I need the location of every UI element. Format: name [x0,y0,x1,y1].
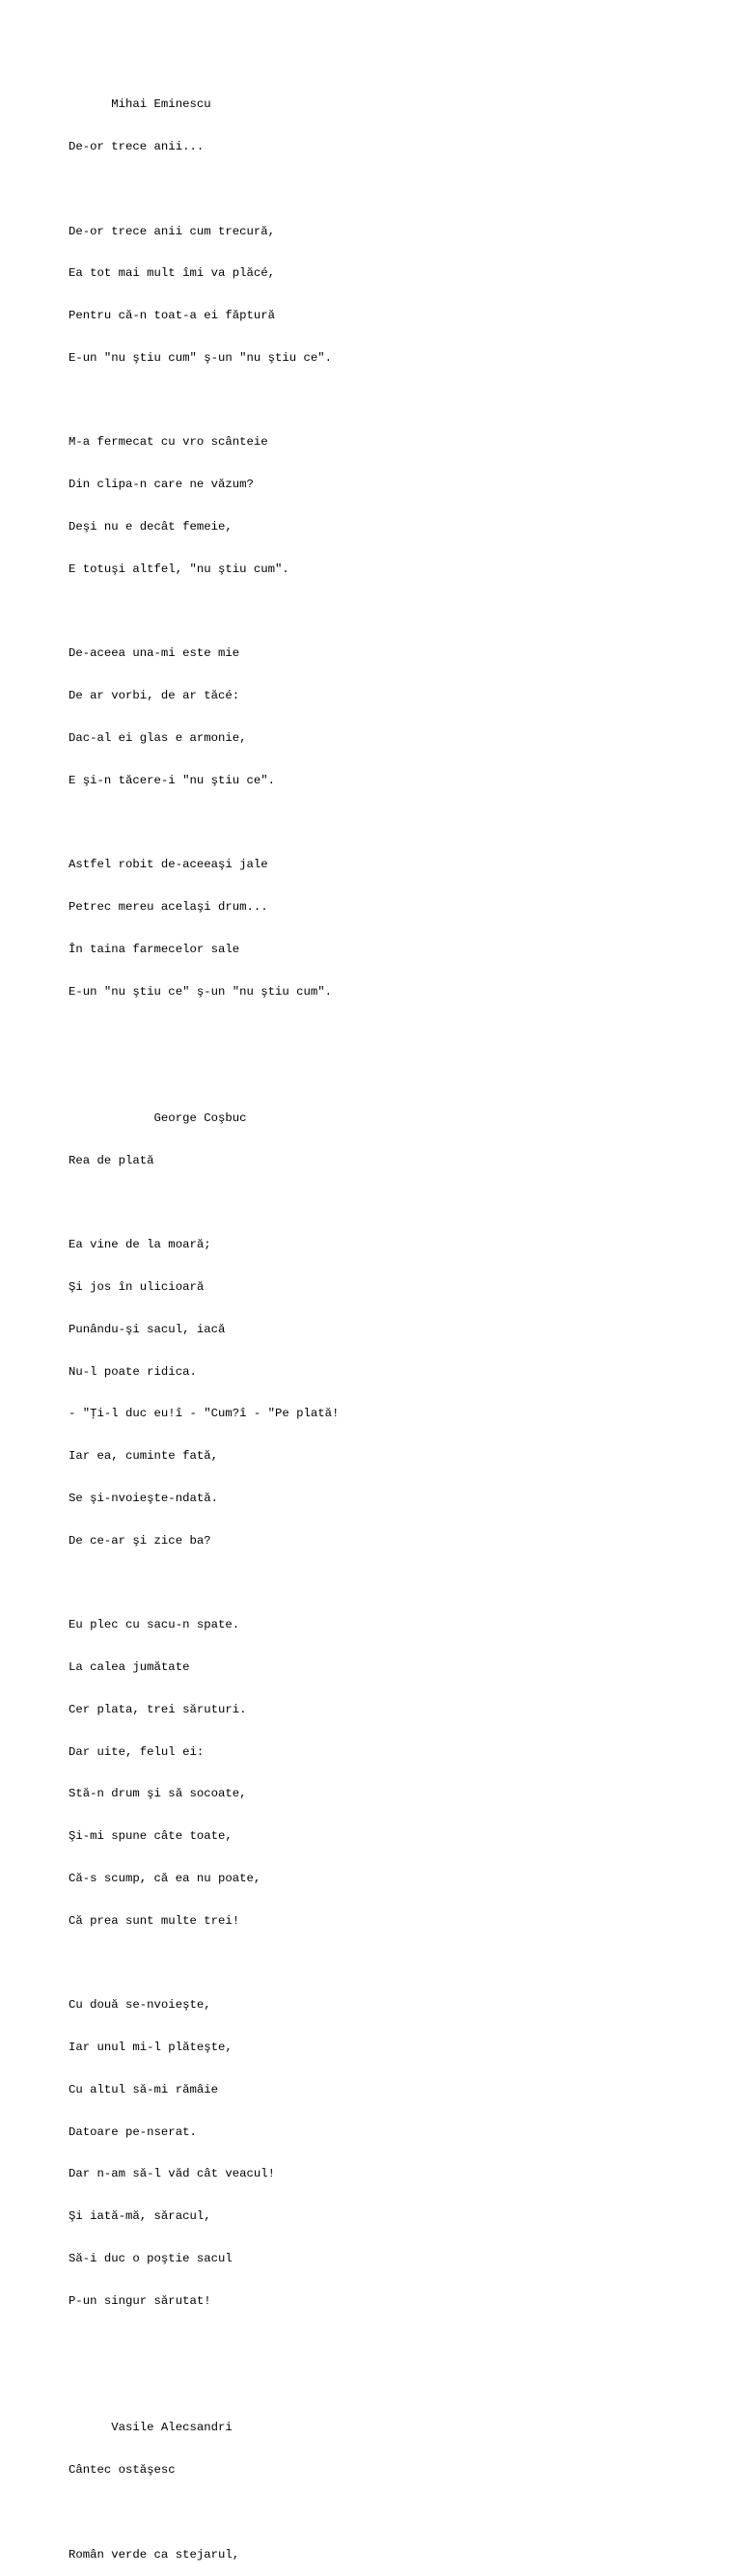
text-line: Dac-al ei glas e armonie, [69,730,247,745]
text-line: Se şi-nvoieşte-ndată. [69,1491,218,1505]
text-line: Ea tot mai mult îmi va plăcé, [69,266,276,281]
text-line: Dar uite, felul ei: [69,1744,205,1759]
text-line: Pentru că-n toat-a ei făptură [69,309,276,323]
text-line: Cântec ostăşesc [69,2462,176,2477]
text-line: P-un singur sărutat! [69,2293,211,2308]
document-page [69,69,734,2576]
text-line: - "Ţi-l duc eu!î - "Cum?î - "Pe plată! [69,1407,340,1421]
text-line: Iar unul mi-l plăteşte, [69,2041,233,2055]
text-line [69,1196,734,1211]
text-line: La calea jumătate [69,1660,190,1675]
text-line: Datoare pe-nserat. [69,2124,197,2139]
text-line: De ar vorbi, de ar tăcé: [69,689,240,703]
text-line: Deşi nu e decât femeie, [69,520,233,534]
text-line: De-or trece anii cum trecură, [69,224,276,238]
text-line: Şi-mi spune câte toate, [69,1829,233,1844]
text-line [69,394,734,408]
text-line: În taina farmecelor sale [69,942,240,956]
text-line: Să-i duc o poştie sacul [69,2252,233,2266]
text-line: Astfel robit de-aceeaşi jale [69,858,268,872]
text-line: Cer plata, trei săruturi. [69,1702,247,1716]
text-line: Că prea sunt multe trei! [69,1913,240,1928]
text-line [69,2337,734,2351]
text-line: Punându-şi sacul, iacă [69,1322,226,1336]
text-line [69,605,734,619]
text-line: M-a fermecat cu vro scânteie [69,435,268,450]
text-line [69,1027,734,1041]
text-line: Român verde ca stejarul, [69,2547,240,2562]
text-line: De-or trece anii... [69,139,205,153]
text-line [69,2506,734,2520]
text-line: Cu două se-nvoieşte, [69,1998,211,2013]
text-line: Vasile Alecsandri [69,2421,233,2435]
text-line: Dar n-am să-l văd cât veacul! [69,2167,276,2181]
text-line: Iar ea, cuminte fată, [69,1449,218,1464]
text-line [69,182,734,197]
text-line: E-un "nu ştiu cum" ş-un "nu ştiu ce". [69,350,333,365]
text-line: Petrec mereu acelaşi drum... [69,900,268,915]
text-line [69,815,734,830]
text-line: Ea vine de la moară; [69,1238,211,1252]
text-line: Că-s scump, că ea nu poate, [69,1872,261,1885]
text-line: George Coşbuc [69,1110,247,1125]
text-line: De-aceea una-mi este mie [69,646,240,661]
text-line: Stă-n drum şi să socoate, [69,1787,247,1801]
text-line: Din clipa-n care ne văzum? [69,478,254,492]
text-line: Eu plec cu sacu-n spate. [69,1618,240,1632]
text-line: E totuşi altfel, "nu ştiu cum". [69,562,289,576]
text-line: Şi iată-mă, săracul, [69,2209,211,2224]
text-line: De ce-ar şi zice ba? [69,1533,211,1548]
text-line: Cu altul să-mi rămâie [69,2082,218,2096]
text-line: E şi-n tăcere-i "nu ştiu ce". [69,773,276,787]
text-line: Mihai Eminescu [69,97,211,112]
text-line: E-un "nu ştiu ce" ş-un "nu ştiu cum". [69,984,333,999]
text-line: Nu-l poate ridica. [69,1364,197,1379]
text-line [69,2378,734,2393]
text-line: Şi jos în ulicioară [69,1280,205,1295]
text-line [69,1957,734,1971]
text-line: Rea de plată [69,1153,154,1167]
text-line [69,1069,734,1083]
text-line [69,1576,734,1591]
